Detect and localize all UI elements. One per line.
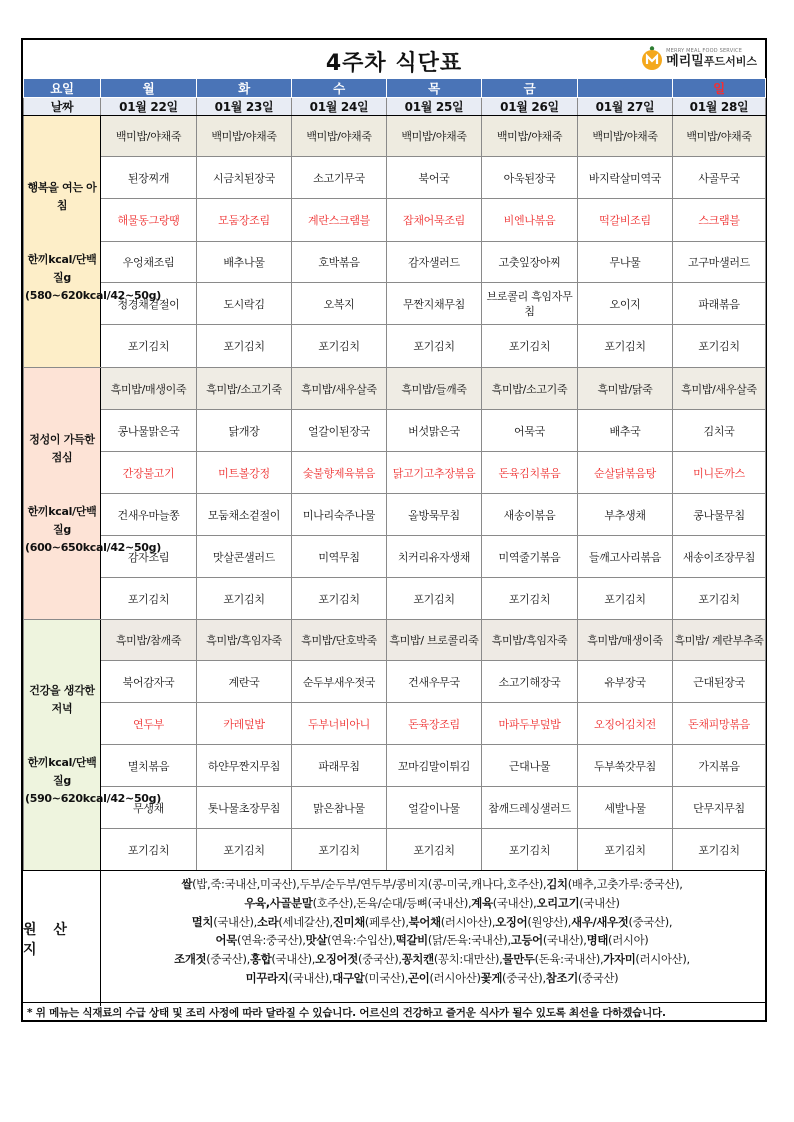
origin-source: (미국산), bbox=[364, 970, 409, 985]
origin-item: 쌀 bbox=[181, 877, 193, 891]
origin-item: 맛살 bbox=[305, 933, 328, 948]
date-label: 날짜 bbox=[24, 98, 101, 116]
dinner-row bbox=[24, 745, 766, 787]
date-sat: 01월 27일 bbox=[578, 98, 673, 116]
dinner-dish: 오징어김치전 bbox=[578, 703, 673, 745]
dinner-dish: 북어감자국 bbox=[101, 661, 197, 703]
lunch-row bbox=[24, 494, 766, 536]
origin-item: 소라 bbox=[256, 914, 279, 929]
breakfast-dish: 비엔나볶음 bbox=[482, 199, 578, 242]
dinner-dish: 카레덮밥 bbox=[197, 703, 292, 745]
breakfast-dish: 잡채어묵조림 bbox=[387, 199, 482, 242]
date-sun: 01월 28일 bbox=[673, 98, 766, 116]
breakfast-dish: 파래볶음 bbox=[673, 283, 766, 325]
lunch-dish: 얼갈이된장국 bbox=[292, 410, 387, 452]
dinner-dish: 포기김치 bbox=[197, 829, 292, 871]
origin-source: (연육:중국산), bbox=[236, 933, 306, 948]
breakfast-dish: 포기김치 bbox=[387, 325, 482, 368]
lunch-dish: 새송이조장무침 bbox=[673, 536, 766, 578]
lunch-dish: 흑미밥/소고기죽 bbox=[197, 368, 292, 410]
logo-subname: 푸드서비스 bbox=[703, 54, 757, 68]
origin-source: (중국산), bbox=[206, 952, 250, 967]
weekday-sun: 일 bbox=[673, 79, 766, 98]
title-row bbox=[23, 40, 765, 79]
date-header-row bbox=[24, 98, 766, 116]
dinner-dish: 흑미밥/매생이죽 bbox=[578, 620, 673, 661]
dinner-dish: 파래무침 bbox=[292, 745, 387, 787]
breakfast-dish: 포기김치 bbox=[578, 325, 673, 368]
origin-item: 가자미 bbox=[603, 952, 636, 967]
breakfast-dish: 포기김치 bbox=[292, 325, 387, 368]
origin-item: 멸치 bbox=[191, 914, 214, 929]
origin-line bbox=[102, 931, 762, 950]
origin-item: 계육 bbox=[471, 895, 493, 910]
lunch-dish: 포기김치 bbox=[482, 578, 578, 620]
lunch-row bbox=[24, 368, 766, 410]
lunch-dish: 흑미밥/매생이죽 bbox=[101, 368, 197, 410]
dinner-dish: 세발나물 bbox=[578, 787, 673, 829]
lunch-dish: 닭고기고추장볶음 bbox=[387, 452, 482, 494]
breakfast-dish: 브로콜리 흑임자무침 bbox=[482, 283, 578, 325]
dinner-dish: 유부장국 bbox=[578, 661, 673, 703]
origin-line bbox=[102, 913, 762, 932]
dinner-row bbox=[24, 703, 766, 745]
origin-item: 우육,사골분말 bbox=[244, 895, 313, 910]
dinner-dish: 얼갈이나물 bbox=[387, 787, 482, 829]
meal-nutrition: 한끼kcal/단백질g (590~620kcal/42~50g) bbox=[25, 756, 161, 805]
lunch-dish: 간장불고기 bbox=[101, 452, 197, 494]
lunch-dish: 미니돈까스 bbox=[673, 452, 766, 494]
breakfast-dish: 무짠지채무침 bbox=[387, 283, 482, 325]
weekday-tue: 화 bbox=[197, 79, 292, 98]
meal-name: 정성이 가득한 점심 bbox=[29, 432, 95, 464]
dinner-dish: 포기김치 bbox=[482, 829, 578, 871]
lunch-dish: 모둠채소겉절이 bbox=[197, 494, 292, 536]
origin-item: 새우/새우젓 bbox=[571, 914, 629, 929]
origin-item: 미꾸라지 bbox=[245, 970, 289, 985]
date-thu: 01월 25일 bbox=[387, 98, 482, 116]
lunch-dish: 흑미밥/들깨죽 bbox=[387, 368, 482, 410]
dinner-dish: 포기김치 bbox=[101, 829, 197, 871]
origin-source: (호주산),돈육/순대/등뼈(국내산), bbox=[312, 895, 472, 910]
dinner-dish: 포기김치 bbox=[387, 829, 482, 871]
dinner-dish: 근대나물 bbox=[482, 745, 578, 787]
dinner-dish: 소고기해장국 bbox=[482, 661, 578, 703]
origin-section bbox=[23, 870, 765, 1006]
origin-item: 진미채 bbox=[332, 914, 365, 929]
lunch-dish: 닭개장 bbox=[197, 410, 292, 452]
dinner-dish: 계란국 bbox=[197, 661, 292, 703]
origin-source: (국내산), bbox=[213, 914, 257, 929]
breakfast-dish: 무나물 bbox=[578, 242, 673, 283]
breakfast-dish: 포기김치 bbox=[482, 325, 578, 368]
lunch-dish: 포기김치 bbox=[292, 578, 387, 620]
weekday-sat: 토 bbox=[578, 79, 673, 98]
origin-item: 물만두 bbox=[502, 952, 535, 967]
lunch-dish: 김치국 bbox=[673, 410, 766, 452]
breakfast-row bbox=[24, 242, 766, 283]
origin-source: (러시아산), bbox=[635, 952, 690, 967]
origin-source: (원양산), bbox=[527, 914, 572, 929]
origin-source: (러시아산), bbox=[440, 914, 496, 929]
origin-item: 북어채 bbox=[408, 914, 441, 929]
breakfast-dish: 된장찌개 bbox=[101, 157, 197, 199]
meal-name: 건강을 생각한 저녁 bbox=[29, 684, 95, 715]
lunch-dish: 흑미밥/소고기죽 bbox=[482, 368, 578, 410]
dinner-row bbox=[24, 661, 766, 703]
breakfast-dish: 도시락김 bbox=[197, 283, 292, 325]
origin-source: (꽁치:대만산), bbox=[433, 952, 503, 967]
lunch-dish: 콩나물무침 bbox=[673, 494, 766, 536]
breakfast-dish: 우엉채조림 bbox=[101, 242, 197, 283]
dinner-dish: 건새우무국 bbox=[387, 661, 482, 703]
dinner-dish: 가지볶음 bbox=[673, 745, 766, 787]
origin-line bbox=[102, 950, 762, 969]
breakfast-row bbox=[24, 116, 766, 157]
origin-source: (배추,고춧가루:중국산), bbox=[567, 877, 683, 891]
weekday-fri: 금 bbox=[482, 79, 578, 98]
meal-nutrition: 한끼kcal/단백질g (580~620kcal/42~50g) bbox=[25, 252, 161, 302]
origin-item: 참조기 bbox=[545, 970, 578, 985]
date-tue: 01월 23일 bbox=[197, 98, 292, 116]
breakfast-dish: 포기김치 bbox=[673, 325, 766, 368]
origin-source: (국내산), bbox=[288, 970, 333, 985]
origin-line bbox=[102, 875, 762, 894]
dinner-dish: 포기김치 bbox=[578, 829, 673, 871]
breakfast-dish: 떡갈비조림 bbox=[578, 199, 673, 242]
origin-item: 오리고기 bbox=[536, 895, 580, 910]
origin-source: (중국산), bbox=[357, 952, 402, 967]
origin-source: (밥,죽:국내산,미국산),두부/순두부/연두부/콩비지(콩-미국,캐나다,호주산), bbox=[192, 877, 547, 891]
lunch-dish: 배추국 bbox=[578, 410, 673, 452]
origin-source: (돈육:국내산), bbox=[534, 952, 604, 967]
dinner-dish: 포기김치 bbox=[292, 829, 387, 871]
breakfast-dish: 백미밥/야채죽 bbox=[197, 116, 292, 157]
dinner-dish: 흑미밥/ 계란부추죽 bbox=[673, 620, 766, 661]
breakfast-dish: 스크램블 bbox=[673, 199, 766, 242]
lunch-dish: 치커리유자생채 bbox=[387, 536, 482, 578]
meal-name: 행복을 여는 아침 bbox=[27, 180, 97, 212]
dinner-dish: 톳나물초장무침 bbox=[197, 787, 292, 829]
breakfast-dish: 아욱된장국 bbox=[482, 157, 578, 199]
weekday-mon: 월 bbox=[101, 79, 197, 98]
breakfast-dish: 백미밥/야채죽 bbox=[292, 116, 387, 157]
origin-source: (닭/돈육:국내산), bbox=[427, 933, 511, 948]
breakfast-dish: 포기김치 bbox=[101, 325, 197, 368]
lunch-row bbox=[24, 578, 766, 620]
lunch-dish: 맛살콘샐러드 bbox=[197, 536, 292, 578]
dinner-dish: 맑은참나물 bbox=[292, 787, 387, 829]
notice: * 위 메뉴는 식재료의 수급 상태 및 조리 사정에 따라 달라질 수 있습니다. 어르신의 건강하고 즐거운 식사가 될수 있도록 최선을 다하겠습니다. bbox=[23, 1002, 765, 1022]
lunch-dish: 건새우마늘쫑 bbox=[101, 494, 197, 536]
weekday-wed: 수 bbox=[292, 79, 387, 98]
weekday-thu: 목 bbox=[387, 79, 482, 98]
dinner-dish: 돈채피망볶음 bbox=[673, 703, 766, 745]
weekday-header-row bbox=[24, 79, 766, 98]
meal-nutrition: 한끼kcal/단백질g (600~650kcal/42~50g) bbox=[25, 504, 161, 554]
lunch-dish: 새송이볶음 bbox=[482, 494, 578, 536]
lunch-dish: 포기김치 bbox=[387, 578, 482, 620]
dinner-dish: 두부너비아니 bbox=[292, 703, 387, 745]
menu-table bbox=[23, 78, 766, 871]
company-logo bbox=[641, 42, 757, 74]
origin-item: 오징어젓 bbox=[315, 952, 358, 967]
dinner-dish: 단무지무침 bbox=[673, 787, 766, 829]
dinner-dish: 무생채 bbox=[101, 787, 197, 829]
menu-sheet bbox=[21, 38, 767, 1022]
dinner-dish: 꼬마김말이튀김 bbox=[387, 745, 482, 787]
dinner-dish: 참깨드레싱샐러드 bbox=[482, 787, 578, 829]
breakfast-dish: 백미밥/야채죽 bbox=[673, 116, 766, 157]
lunch-dish: 숯불향제육볶음 bbox=[292, 452, 387, 494]
date-wed: 01월 24일 bbox=[292, 98, 387, 116]
breakfast-dish: 감자샐러드 bbox=[387, 242, 482, 283]
origin-label: 원 산 지 bbox=[23, 871, 101, 1006]
origin-item: 곤이 bbox=[408, 970, 430, 985]
origin-item: 김치 bbox=[546, 877, 568, 891]
origin-item: 조개젓 bbox=[174, 952, 207, 967]
breakfast-dish: 소고기무국 bbox=[292, 157, 387, 199]
lunch-dish: 흑미밥/새우살죽 bbox=[292, 368, 387, 410]
breakfast-row bbox=[24, 325, 766, 368]
breakfast-dish: 고구마샐러드 bbox=[673, 242, 766, 283]
origin-source: (러시아산) bbox=[429, 970, 481, 985]
lunch-dish: 미나리숙주나물 bbox=[292, 494, 387, 536]
origin-source: (국내산) bbox=[579, 895, 620, 910]
lunch-row bbox=[24, 452, 766, 494]
breakfast-dish: 백미밥/야채죽 bbox=[387, 116, 482, 157]
lunch-dish: 포기김치 bbox=[578, 578, 673, 620]
dinner-dish: 연두부 bbox=[101, 703, 197, 745]
breakfast-dish: 청경채겉절이 bbox=[101, 283, 197, 325]
breakfast-dish: 시금치된장국 bbox=[197, 157, 292, 199]
breakfast-dish: 오복지 bbox=[292, 283, 387, 325]
origin-source: (중국산) bbox=[577, 970, 619, 985]
lunch-dish: 흑미밥/새우살죽 bbox=[673, 368, 766, 410]
breakfast-dish: 북어국 bbox=[387, 157, 482, 199]
weekday-label: 요일 bbox=[24, 79, 101, 98]
origin-source: (페루산), bbox=[364, 914, 409, 929]
lunch-dish: 올방묵무침 bbox=[387, 494, 482, 536]
lunch-dish: 돈육김치볶음 bbox=[482, 452, 578, 494]
breakfast-dish: 모둠장조림 bbox=[197, 199, 292, 242]
origin-item: 떡갈비 bbox=[395, 933, 428, 948]
dinner-dish: 하얀무짠지무침 bbox=[197, 745, 292, 787]
logo-icon bbox=[641, 45, 663, 71]
dinner-dish: 포기김치 bbox=[673, 829, 766, 871]
dinner-dish: 돈육장조림 bbox=[387, 703, 482, 745]
origin-item: 어묵 bbox=[215, 933, 237, 948]
dinner-dish: 흑미밥/ 브로콜리죽 bbox=[387, 620, 482, 661]
origin-source: (국내산), bbox=[542, 933, 587, 948]
date-fri: 01월 26일 bbox=[482, 98, 578, 116]
lunch-dish: 어묵국 bbox=[482, 410, 578, 452]
breakfast-dish: 오이지 bbox=[578, 283, 673, 325]
origin-details bbox=[102, 875, 762, 988]
dinner-dish: 두부쑥갓무침 bbox=[578, 745, 673, 787]
breakfast-dish: 바지락살미역국 bbox=[578, 157, 673, 199]
origin-line bbox=[102, 969, 762, 988]
breakfast-dish: 사골무국 bbox=[673, 157, 766, 199]
dinner-row bbox=[24, 829, 766, 871]
origin-source: (연육:수입산), bbox=[327, 933, 396, 948]
lunch-dish: 미역줄기볶음 bbox=[482, 536, 578, 578]
breakfast-dish: 배추나물 bbox=[197, 242, 292, 283]
lunch-dish: 흑미밥/닭죽 bbox=[578, 368, 673, 410]
origin-line bbox=[102, 894, 762, 913]
dinner-dish: 흑미밥/흑임자죽 bbox=[197, 620, 292, 661]
dinner-dish: 흑미밥/단호박죽 bbox=[292, 620, 387, 661]
page-title: 4주차 식단표 bbox=[325, 51, 463, 76]
origin-source: (국내산), bbox=[271, 952, 316, 967]
origin-source: (중국산), bbox=[502, 970, 546, 985]
logo-tagline: MERRY MEAL FOOD SERVICE bbox=[666, 47, 743, 54]
origin-item: 꽁치캔 bbox=[401, 952, 434, 967]
breakfast-dish: 계란스크램블 bbox=[292, 199, 387, 242]
dinner-dish: 흑미밥/흑임자죽 bbox=[482, 620, 578, 661]
dinner-dish: 순두부새우젓국 bbox=[292, 661, 387, 703]
origin-source: (러시아) bbox=[608, 933, 649, 948]
origin-item: 고등어 bbox=[510, 933, 543, 948]
lunch-dish: 포기김치 bbox=[101, 578, 197, 620]
breakfast-dish: 포기김치 bbox=[197, 325, 292, 368]
date-mon: 01월 22일 bbox=[101, 98, 197, 116]
breakfast-row bbox=[24, 199, 766, 242]
lunch-dish: 순살닭볶음탕 bbox=[578, 452, 673, 494]
lunch-dish: 들깨고사리볶음 bbox=[578, 536, 673, 578]
dinner-dish: 흑미밥/참깨죽 bbox=[101, 620, 197, 661]
lunch-dish: 포기김치 bbox=[197, 578, 292, 620]
breakfast-row bbox=[24, 157, 766, 199]
lunch-row bbox=[24, 410, 766, 452]
dinner-row bbox=[24, 620, 766, 661]
breakfast-dish: 백미밥/야채죽 bbox=[578, 116, 673, 157]
breakfast-dish: 백미밥/야채죽 bbox=[101, 116, 197, 157]
breakfast-dish: 호박볶음 bbox=[292, 242, 387, 283]
breakfast-dish: 고춧잎장아찌 bbox=[482, 242, 578, 283]
lunch-dish: 버섯맑은국 bbox=[387, 410, 482, 452]
lunch-dish: 감자조림 bbox=[101, 536, 197, 578]
origin-source: (세네갈산), bbox=[278, 914, 333, 929]
dinner-dish: 멸치볶음 bbox=[101, 745, 197, 787]
lunch-dish: 포기김치 bbox=[673, 578, 766, 620]
origin-source: (중국산), bbox=[628, 914, 673, 929]
origin-item: 명태 bbox=[586, 933, 609, 948]
lunch-dish: 콩나물맑은국 bbox=[101, 410, 197, 452]
origin-item: 오징어 bbox=[495, 914, 528, 929]
lunch-dish: 미트볼강정 bbox=[197, 452, 292, 494]
breakfast-dish: 백미밥/야채죽 bbox=[482, 116, 578, 157]
origin-source: (국내산), bbox=[492, 895, 537, 910]
origin-item: 꽃게 bbox=[480, 970, 503, 985]
lunch-dish: 미역무침 bbox=[292, 536, 387, 578]
lunch-dish: 부추생채 bbox=[578, 494, 673, 536]
dinner-dish: 마파두부덮밥 bbox=[482, 703, 578, 745]
origin-item: 대구알 bbox=[332, 970, 365, 985]
logo-name: 메리밀 bbox=[666, 53, 704, 69]
breakfast-dish: 해물동그랑땡 bbox=[101, 199, 197, 242]
dinner-dish: 근대된장국 bbox=[673, 661, 766, 703]
origin-item: 홍합 bbox=[249, 952, 272, 967]
